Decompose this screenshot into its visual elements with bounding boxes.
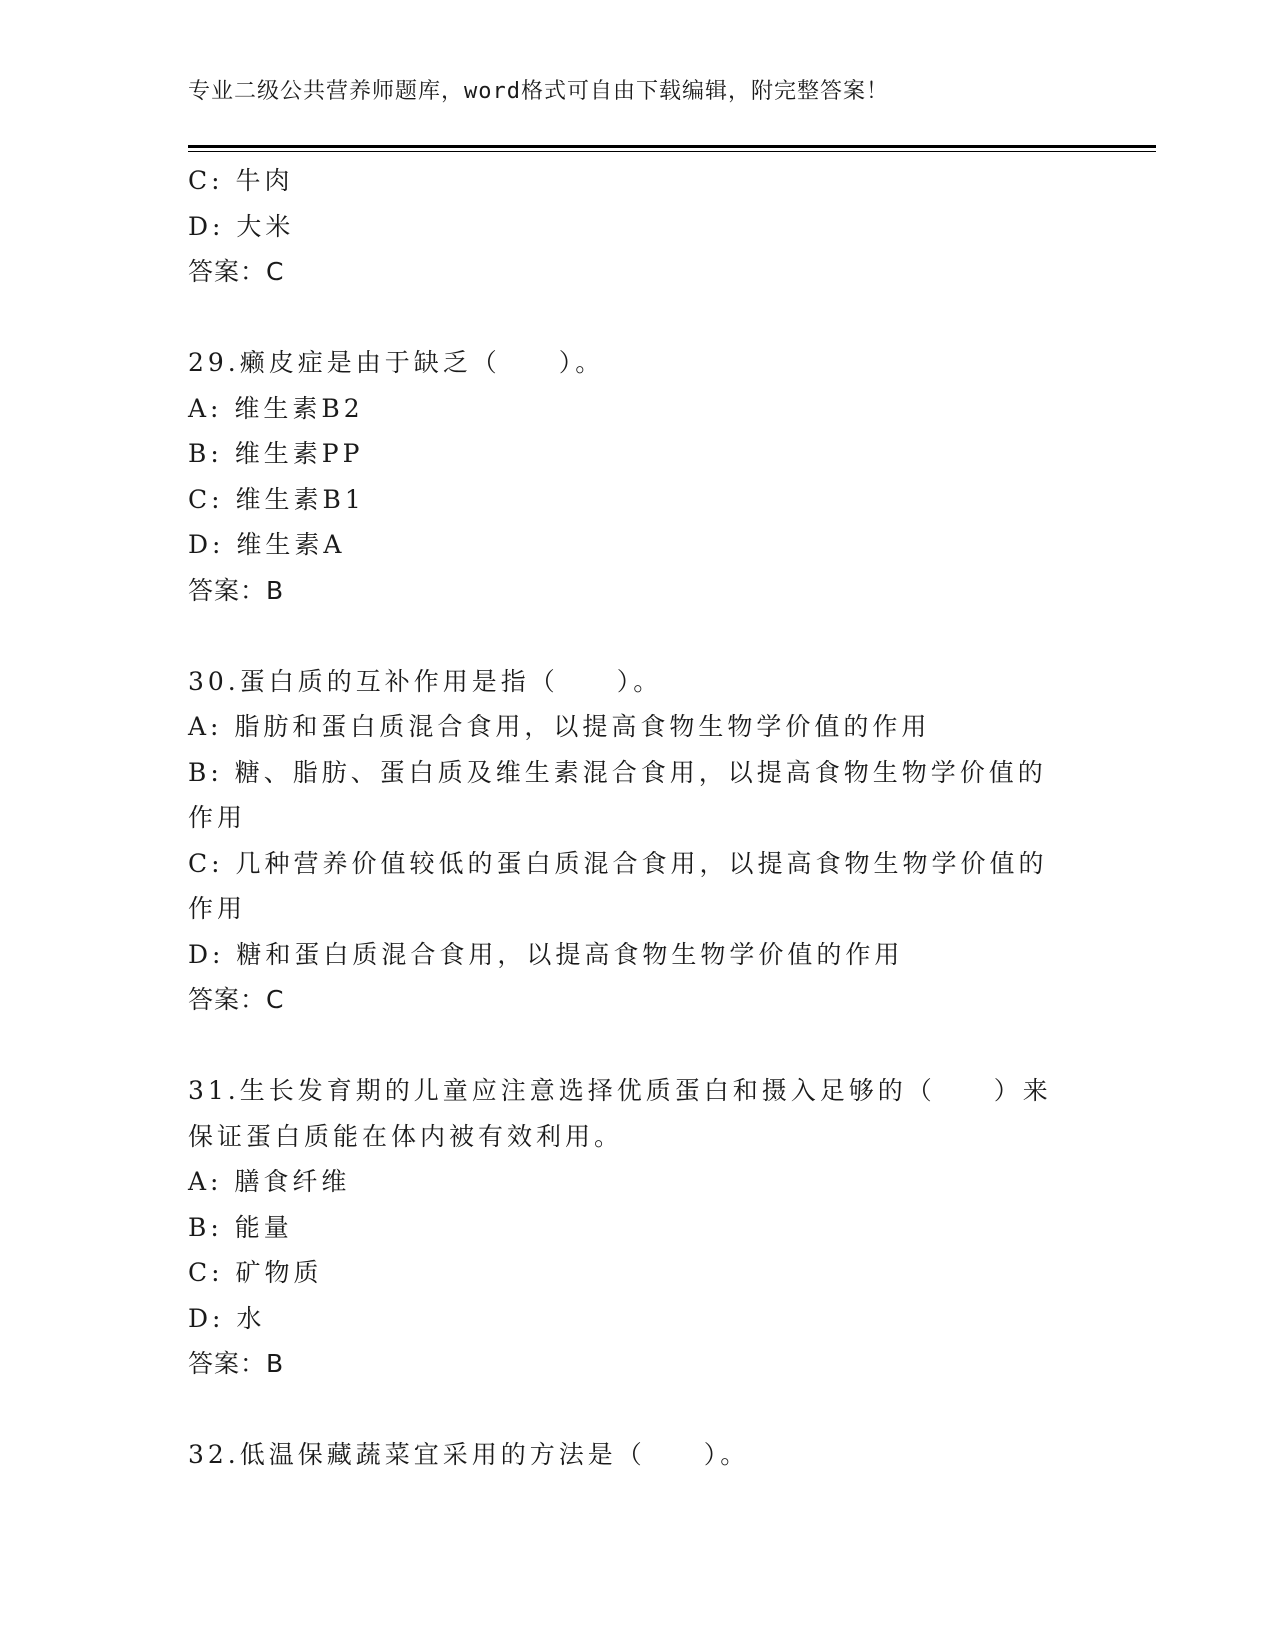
question-list bbox=[188, 158, 1088, 1478]
option-a: A: 脂肪和蛋白质混合食用，以提高食物生物学价值的作用 bbox=[188, 712, 931, 741]
answer-label: 答案：C bbox=[188, 257, 285, 286]
question-32 bbox=[188, 1432, 1088, 1478]
answer-label: 答案：C bbox=[188, 985, 285, 1014]
answer-label: 答案：B bbox=[188, 575, 285, 605]
question-text: 31.生长发育期的儿童应注意选择优质蛋白和摄入足够的（ ）来保证蛋白质能在体内被有效利用。 bbox=[188, 1076, 1052, 1151]
option-b: B: 糖、脂肪、蛋白质及维生素混合食用，以提高食物生物学价值的作用 bbox=[188, 757, 1047, 832]
option-a: A: 膳食纤维 bbox=[188, 1167, 351, 1196]
option-d: D: 糖和蛋白质混合食用，以提高食物生物学价值的作用 bbox=[188, 939, 904, 969]
page-header: 专业二级公共营养师题库，word格式可自由下载编辑，附完整答案！ bbox=[188, 79, 889, 104]
option-c: C: 几种营养价值较低的蛋白质混合食用，以提高食物生物学价值的作用 bbox=[188, 848, 1048, 923]
option-d: D: 维生素A bbox=[188, 530, 346, 559]
question-text: 32.低温保藏蔬菜宜采用的方法是（ ）。 bbox=[188, 1440, 750, 1469]
header-rule-thick bbox=[188, 145, 1156, 148]
question-31 bbox=[188, 1068, 1088, 1387]
option-c: C: 矿物质 bbox=[188, 1258, 323, 1287]
answer-label: 答案：B bbox=[188, 1349, 285, 1378]
question-29 bbox=[188, 340, 1088, 613]
question-30 bbox=[188, 659, 1088, 1023]
option-c: C: 维生素B1 bbox=[188, 484, 365, 514]
header-rule-thin bbox=[188, 151, 1156, 152]
option-d: D: 大米 bbox=[188, 211, 295, 241]
question-28-fragment bbox=[188, 158, 1088, 295]
option-d: D: 水 bbox=[188, 1303, 266, 1333]
question-text: 29.癞皮症是由于缺乏（ ）。 bbox=[188, 348, 605, 377]
option-a: A: 维生素B2 bbox=[188, 393, 364, 423]
question-text: 30.蛋白质的互补作用是指（ ）。 bbox=[188, 666, 663, 696]
option-b: B: 维生素PP bbox=[188, 439, 364, 468]
option-b: B: 能量 bbox=[188, 1212, 293, 1242]
option-c: C: 牛肉 bbox=[188, 166, 294, 195]
